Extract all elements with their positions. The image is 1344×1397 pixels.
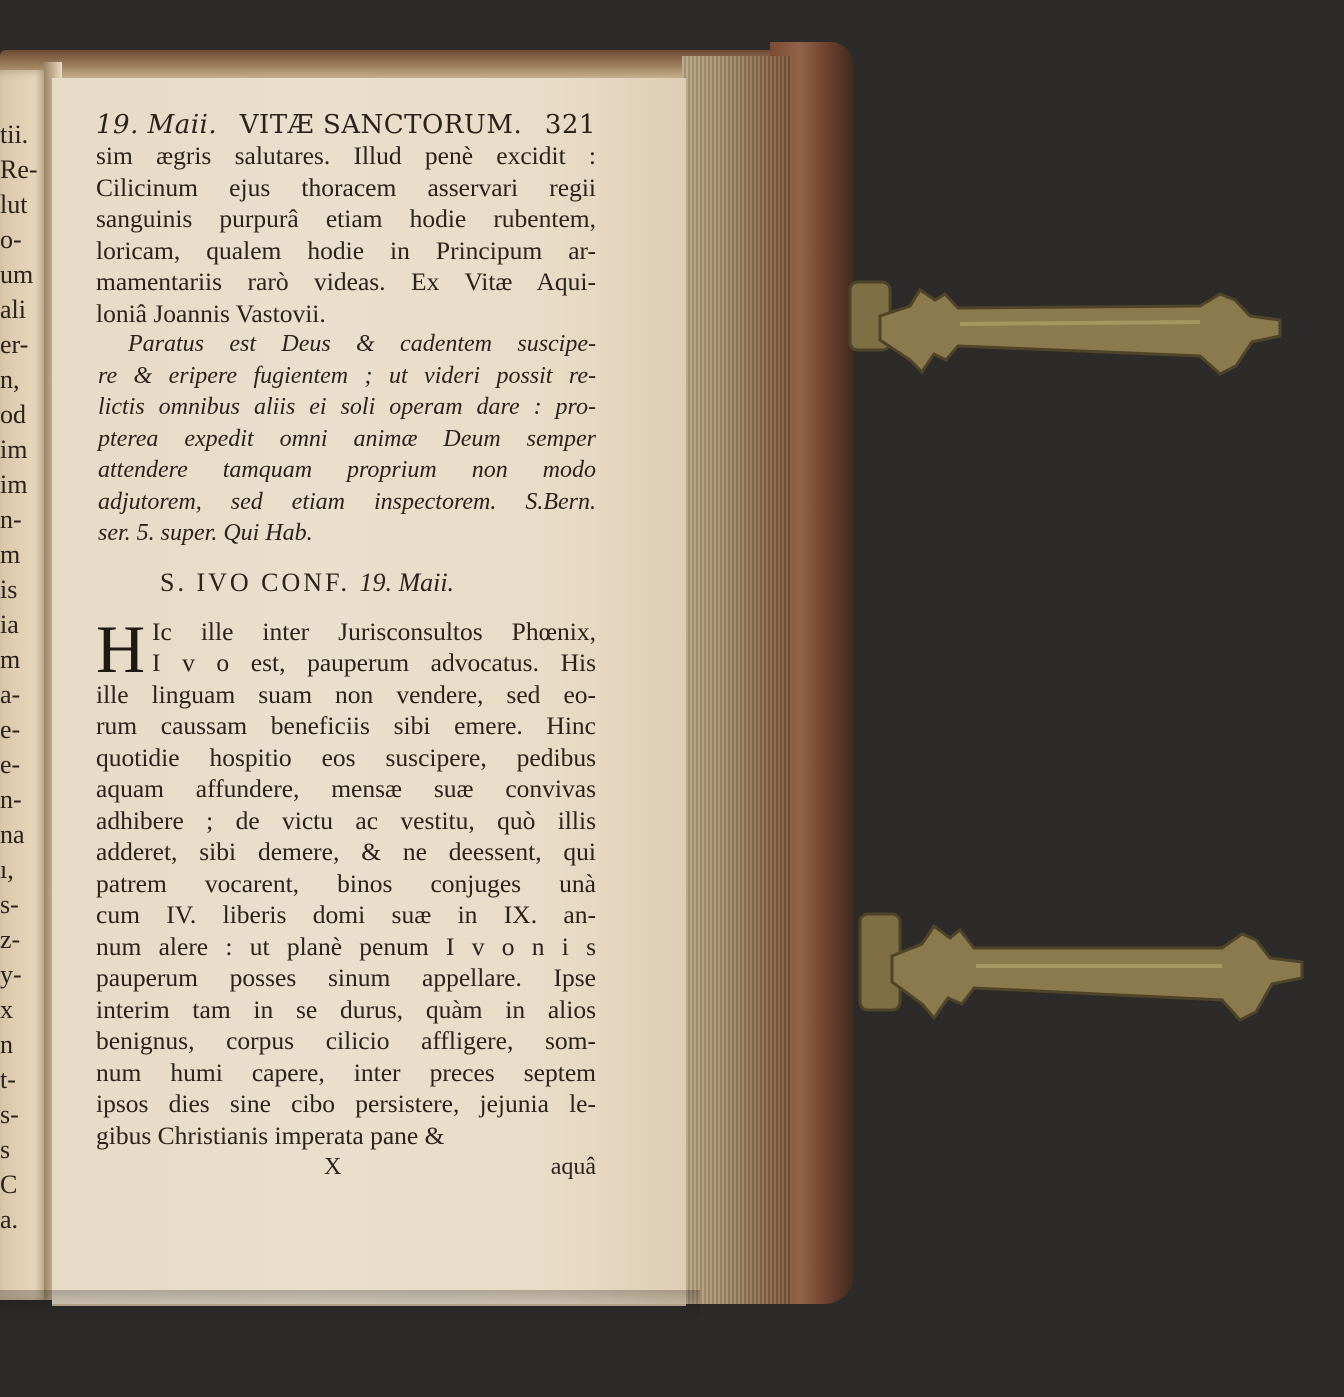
left-page-fragment: z- [0, 925, 21, 954]
left-page-fragment: is [0, 575, 18, 604]
text-line: ser. 5. super. Qui Hab. [98, 520, 313, 546]
left-page-fragment: im [0, 435, 28, 464]
left-page-fragment: e- [0, 750, 21, 779]
left-page-fragment: na [0, 820, 25, 849]
left-page-fragment: m [0, 645, 21, 674]
text-line: gibus Christianis imperata pane & [96, 1120, 445, 1150]
text-line: I v o est, pauperum advocatus. His [152, 648, 596, 677]
text-line: attendere tamquam proprium non modo [98, 457, 596, 483]
left-page-fragment: a. [0, 1205, 19, 1234]
page-footer [96, 1151, 596, 1183]
text-line: aquam affundere, mensæ suæ convivas [96, 774, 596, 803]
text-line: pterea expedit omni animæ Deum semper [98, 425, 596, 452]
page-number: 321 [544, 110, 596, 140]
left-page-fragment: n [0, 1030, 13, 1059]
text-line: adhibere ; de victu ac vestitu, quò illis [96, 805, 596, 835]
left-page-fragment: od [0, 400, 26, 429]
left-page-fragment: y- [0, 960, 22, 989]
upper-clasp [840, 276, 1290, 388]
text-line: benignus, corpus cilicio affligere, som- [96, 1026, 596, 1055]
left-page-fragment: n- [0, 505, 22, 534]
left-page-fragment: ia [0, 610, 19, 639]
left-page-fragment: o- [0, 225, 22, 254]
text-line: sim ægris salutares. Illud penè excidit : [96, 141, 596, 170]
left-page-fragment: a- [0, 680, 21, 709]
text-line: mamentariis rarò videas. Ex Vitæ Aqui- [96, 267, 596, 296]
drop-cap: H [96, 610, 146, 687]
left-page-fragment: Re- [0, 155, 38, 184]
left-page-fragment: im [0, 470, 28, 499]
text-line: pauperum posses sinum appellare. Ipse [96, 963, 596, 992]
left-page-fragment: e- [0, 715, 21, 744]
quotation [96, 329, 596, 550]
text-line: patrem vocarent, binos conjuges unà [96, 868, 596, 898]
section-title-name: S. IVO CONF. [160, 567, 350, 597]
text-line: cum IV. liberis domi suæ in IX. an- [96, 900, 596, 929]
text-line: interim tam in se durus, quàm in alios [96, 994, 596, 1024]
text-line: num alere : ut planè penum I v o n i s [96, 931, 596, 961]
catchword: aquâ [550, 1154, 596, 1180]
text-line: Ic ille inter Jurisconsultos Phœnix, [152, 616, 596, 646]
text-line: adjutorem, sed etiam inspectorem. S.Bern. [98, 488, 596, 515]
text-line: lictis omnibus aliis ei soli operam dare : pro- [98, 394, 596, 420]
running-head-title: VITÆ SANCTORUM. [239, 110, 523, 140]
left-page-fragment: s- [0, 1100, 19, 1129]
left-page-fragment: t- [0, 1065, 16, 1094]
text-line: quotidie hospitio eos suscipere, pedibus [96, 742, 596, 772]
text-line: re & eripere fugientem ; ut videri possit re- [98, 362, 596, 389]
running-head [96, 110, 596, 140]
left-page-fragment: s [0, 1135, 11, 1164]
signature-mark: X [324, 1154, 342, 1180]
text-line: loniâ Joannis Vastovii. [96, 298, 326, 328]
text-line: Paratus est Deus & cadentem suscipe- [128, 331, 596, 357]
section-title [96, 550, 596, 616]
page-fore-edge [682, 56, 792, 1304]
left-page-fragment: m [0, 540, 21, 569]
text-line: num humi capere, inter preces septem [96, 1057, 596, 1087]
left-page-fragment: ı, [0, 855, 14, 884]
text-line: loricam, qualem hodie in Principum ar- [96, 235, 596, 265]
paragraph-2 [96, 610, 596, 1152]
text-line: sanguinis purpurâ etiam hodie rubentem, [96, 204, 596, 233]
text-line: Cilicinum ejus thoracem asservari regii [96, 172, 596, 202]
left-page-fragment: x [0, 995, 13, 1024]
left-page-fragment: n, [0, 365, 20, 394]
text-line: ille linguam suam non vendere, sed eo- [96, 679, 596, 709]
page-text [96, 110, 596, 1183]
left-page-fragment: um [0, 260, 34, 289]
text-line: ipsos dies sine cibo persistere, jejunia le- [96, 1089, 596, 1118]
left-page [0, 70, 50, 1300]
left-page-fragment: ali [0, 295, 26, 324]
text-line: rum caussam beneficiis sibi emere. Hinc [96, 711, 596, 740]
lower-clasp [852, 908, 1312, 1034]
running-head-date: 19. Maii. [96, 110, 218, 140]
left-page-fragment: s- [0, 890, 19, 919]
left-page-fragment: C [0, 1170, 18, 1199]
left-page-fragment: tii. [0, 120, 29, 149]
paragraph-1 [96, 140, 596, 329]
text-line: adderet, sibi demere, & ne deessent, qui [96, 837, 596, 866]
left-page-fragment: lut [0, 190, 28, 219]
section-title-date: 19. Maii. [359, 567, 455, 597]
page-shadow [0, 1290, 700, 1320]
left-page-fragment: er- [0, 330, 29, 359]
left-page-fragment: n- [0, 785, 22, 814]
